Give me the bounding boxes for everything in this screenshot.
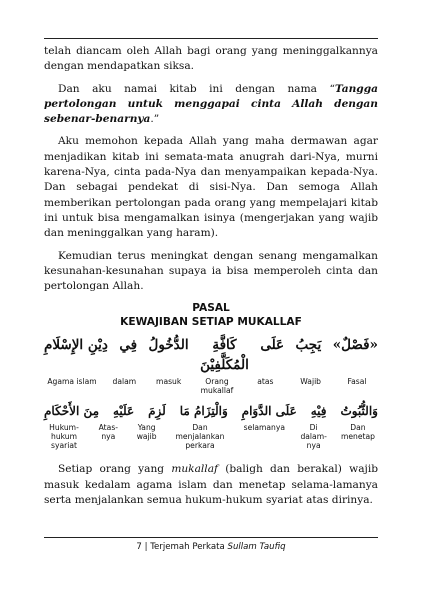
arabic-word-line: كَافَّةِ — [212, 337, 237, 354]
gloss-translation-row-1 — [44, 377, 378, 395]
paragraph-1: telah diancam oleh Allah bagi orang yang meninggalkannya dengan mendapatkan siksa. — [44, 45, 378, 73]
arabic-word: مِنَ الأَحْكَامِ — [44, 404, 100, 419]
gloss-label: Wajib — [300, 377, 321, 387]
gloss-label: Di dalam-nya — [300, 423, 327, 451]
page-content — [44, 44, 378, 515]
arabic-word: يَجِبُ — [295, 337, 322, 354]
gloss-arabic-row-1 — [44, 335, 378, 375]
arabic-word: لَزِمَ — [148, 404, 166, 419]
word-gloss-block — [44, 335, 378, 450]
footer-label: Terjemah Perkata — [150, 542, 228, 552]
gloss-label: Yang wajib — [136, 423, 157, 442]
gloss-label: Atas-nya — [98, 423, 119, 442]
paragraph-2-end: .” — [150, 113, 160, 126]
arabic-word: فِيْهِ — [310, 404, 327, 419]
gloss-label: Fasal — [347, 377, 367, 387]
arabic-word — [200, 335, 249, 375]
paragraph-2 — [44, 82, 378, 128]
gloss-label: masuk — [156, 377, 182, 387]
mukallaf-term: mukallaf — [171, 463, 218, 476]
arabic-word: فِي — [119, 337, 138, 354]
paragraph-5 — [44, 462, 378, 508]
arabic-word: وَالثُّبُوتُ — [340, 404, 378, 419]
book-title-italic: Tangga pertolongan untuk menggapai cinta Allah dengan sebenar-benarnya — [44, 82, 378, 126]
page-footer — [0, 542, 422, 552]
page-number: 7 — [136, 542, 142, 552]
paragraph-2-text: Dan aku namai kitab ini dengan nama “ — [58, 82, 335, 95]
arabic-word: عَلَيْهِ — [112, 404, 135, 419]
arabic-word: الدُّخُولُ — [148, 337, 189, 354]
gloss-arabic-row-2 — [44, 401, 378, 421]
bottom-rule — [44, 537, 378, 538]
footer-book-title: Sullam Taufiq — [227, 542, 286, 552]
gloss-label: Orang mukallaf — [200, 377, 234, 396]
arabic-word: عَلَى — [260, 337, 285, 354]
arabic-word: عَلَى الدَّوَامِ — [241, 404, 297, 419]
arabic-word: وَالْتِزَامُ مَا — [179, 404, 228, 419]
gloss-label: atas — [257, 377, 274, 387]
gloss-label: Agama islam — [47, 377, 97, 387]
gloss-label: selamanya — [243, 423, 286, 433]
section-heading-pasal: PASAL — [192, 302, 230, 315]
paragraph-5-rest: (baligh dan berakal) wajib masuk kedalam agama islam dan menetap selama-lamanya serta menjalankan semua hukum-hukum syariat atas dirinya. — [44, 463, 379, 507]
gloss-label: Dan menetap — [340, 423, 375, 442]
gloss-translation-row-2 — [44, 423, 378, 450]
paragraph-5-text: Setiap orang yang — [58, 463, 172, 476]
arabic-word-line-2: الْمُكَلَّفِيْنَ — [200, 357, 249, 374]
paragraph-4: Kemudian terus meningkat dengan senang mengamalkan kesunahan-kesunahan supaya ia bisa memperoleh cinta dan pertolongan Allah. — [44, 249, 378, 293]
gloss-label: dalam — [112, 377, 137, 387]
gloss-label: Hukum-hukum syariat — [49, 423, 79, 451]
gloss-label: Dan menjalankan perkara — [175, 423, 225, 451]
section-heading-title: KEWAJIBAN SETIAP MUKALLAF — [120, 316, 302, 329]
arabic-word: «فَصْلٌ» — [332, 337, 378, 354]
paragraph-3: Aku memohon kepada Allah yang maha dermawan agar menjadikan kitab ini semata-mata anugrah dari-Nya, murni karena-Nya, cinta pada-Nya dan menyampaikan kepada-Nya. Dan sebagai pendekat di sisi-Nya. Dan semoga Allah memberikan pertolongan pada orang yang mempelajari kitab ini untuk bisa mengamalkan isinya (mengerjakan yang wajib dan meninggalkan yang haram). — [44, 135, 378, 240]
top-rule — [44, 38, 378, 39]
arabic-word: دِيْنِ الإِسْلَامِ — [44, 337, 108, 354]
footer-separator: | — [141, 542, 151, 552]
